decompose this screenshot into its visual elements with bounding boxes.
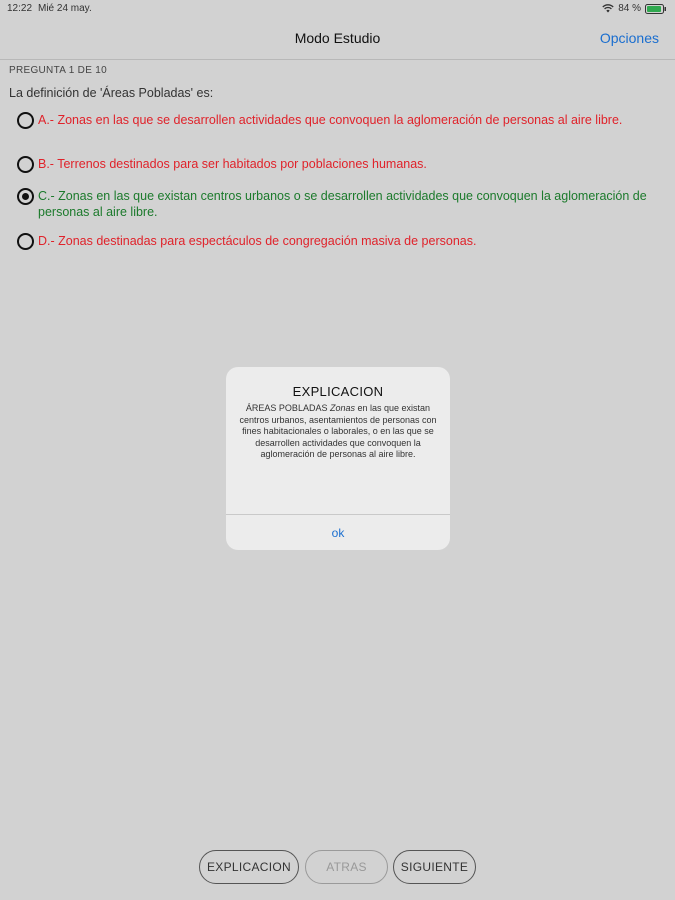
ok-button[interactable]: ok bbox=[226, 514, 450, 550]
dialog-term: ÁREAS POBLADAS bbox=[245, 403, 328, 413]
status-time: 12:22 bbox=[7, 3, 33, 14]
dialog-body bbox=[226, 399, 450, 461]
back-button[interactable]: ATRAS bbox=[305, 850, 388, 884]
radio-button[interactable] bbox=[17, 156, 34, 173]
dialog-italic: Zonas bbox=[329, 403, 355, 413]
dialog-text: en las que existan centros urbanos, asentamientos de personas con fines habitacionales o laborales, o en las que se desarrollen actividades que convoquen la aglomeración de personas al aire libre. bbox=[239, 403, 437, 459]
status-indicators bbox=[602, 3, 667, 14]
battery-percent: 84 % bbox=[618, 3, 641, 14]
question-text: La definición de 'Áreas Pobladas' es: bbox=[9, 86, 214, 100]
radio-button[interactable] bbox=[17, 112, 34, 129]
answer-option-a[interactable] bbox=[17, 112, 647, 129]
wifi-icon bbox=[602, 4, 614, 13]
answer-option-text: D.- Zonas destinadas para espectáculos de congregación masiva de personas. bbox=[38, 234, 477, 248]
options-button[interactable]: Opciones bbox=[599, 30, 659, 46]
next-button[interactable]: SIGUIENTE bbox=[393, 850, 476, 884]
answer-option-d[interactable] bbox=[17, 233, 647, 250]
answer-option-text: B.- Terrenos destinados para ser habitados por poblaciones humanas. bbox=[38, 157, 427, 171]
answer-option-text: A.- Zonas en las que se desarrollen actividades que convoquen la aglomeración de personas al aire libre. bbox=[38, 113, 623, 127]
answer-option-b[interactable] bbox=[17, 156, 647, 173]
radio-button[interactable] bbox=[17, 233, 34, 250]
page-title: Modo Estudio bbox=[294, 30, 381, 46]
radio-button-selected[interactable] bbox=[17, 188, 34, 205]
bottom-toolbar bbox=[0, 850, 675, 884]
status-bar bbox=[0, 0, 675, 18]
battery-icon bbox=[645, 4, 667, 14]
status-date: Mié 24 may. bbox=[38, 3, 92, 14]
dialog-title: EXPLICACION bbox=[292, 384, 384, 399]
explanation-button[interactable]: EXPLICACION bbox=[199, 850, 299, 884]
question-counter: PREGUNTA 1 DE 10 bbox=[9, 65, 107, 76]
answer-option-text: C.- Zonas en las que existan centros urbanos o se desarrollen actividades que convoquen la aglomeración de personas al aire libre. bbox=[38, 189, 647, 219]
explanation-dialog bbox=[226, 367, 450, 550]
answer-option-c[interactable] bbox=[17, 188, 647, 220]
nav-bar bbox=[0, 18, 675, 60]
